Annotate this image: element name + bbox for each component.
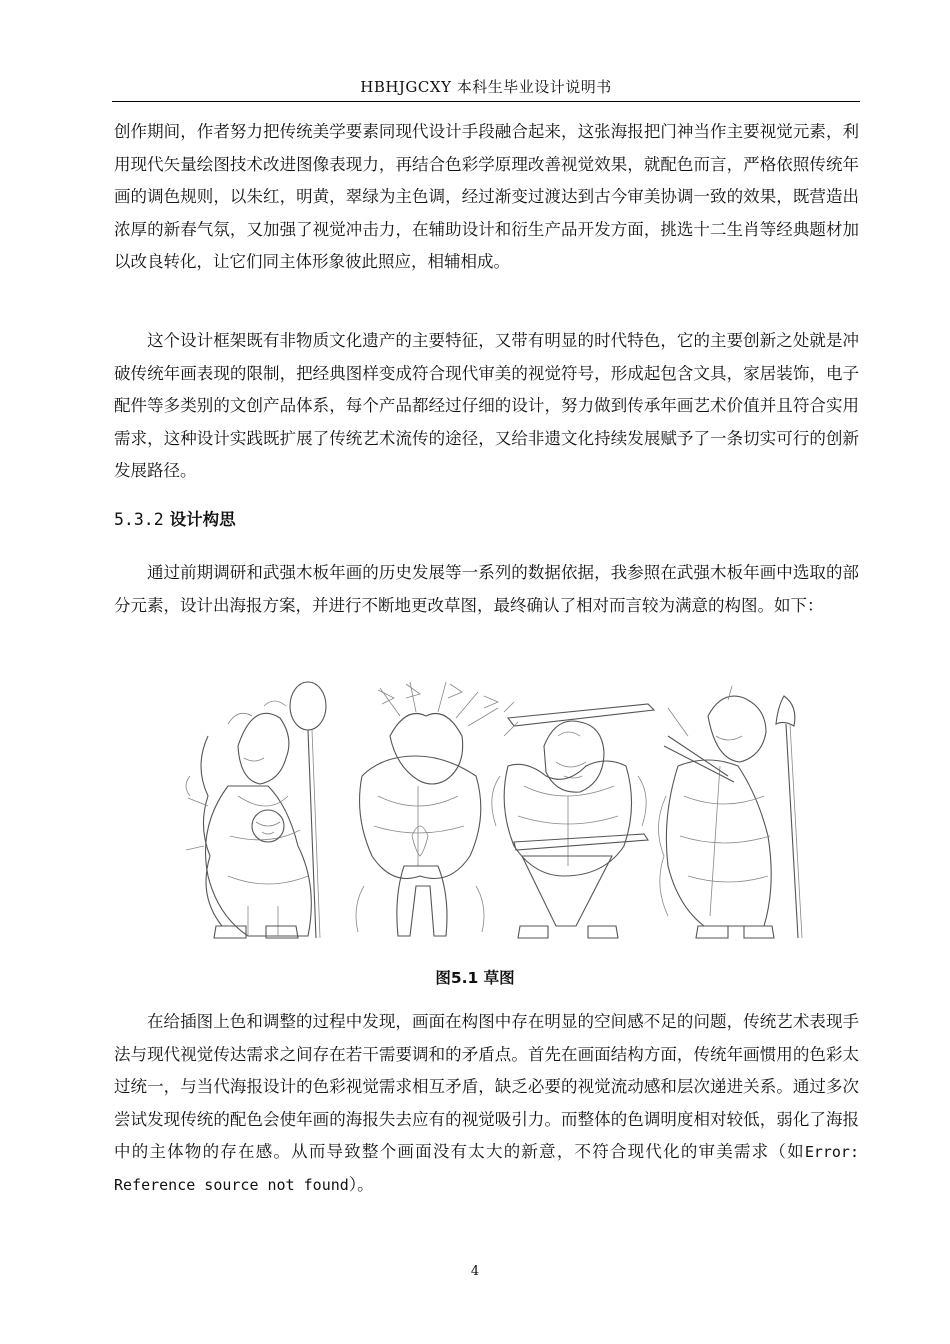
door-god-sketch-1 (186, 682, 326, 938)
sketch-figure (168, 676, 832, 946)
paragraph-4-text: 在给插图上色和调整的过程中发现，画面在构图中存在明显的空间感不足的问题，传统艺术表现手法与现代视觉传达需求之间存在若干需要调和的矛盾点。首先在画面结构方面，传统年画惯用的色彩太过统一，与当代海报设计的色彩视觉需求相互矛盾，缺乏必要的视觉流动感和层次递进关系。通过多次尝试发现传统的配色会使年画的海报失去应有的视觉吸引力。而整体的色调明度相对较低，弱化了海报中的主体物的存在感。从而导致整个画面没有太大的新意，不符合现代化的审美需求（如 (114, 1012, 859, 1161)
header-title: HBHJGCXY 本科生毕业设计说明书 (360, 78, 612, 96)
section-number: 5.3.2 (114, 510, 164, 529)
paragraph-1: 创作期间，作者努力把传统美学要素同现代设计手段融合起来，这张海报把门神当作主要视觉元素，利用现代矢量绘图技术改进图像表现力，再结合色彩学原理改善视觉效果，就配色而言，严格依照传统年画的调色规则，以朱红，明黄，翠绿为主色调，经过渐变过渡达到古今审美协调一致的效果，既营造出浓厚的新春气氛，又加强了视觉冲击力，在辅助设计和衍生产品开发方面，挑选十二生肖等经典题材加以改良转化，让它们同主体形象彼此照应，相辅相成。 (114, 122, 859, 271)
door-god-sketch-4 (658, 686, 802, 938)
broken-reference-link[interactable]: Error: Reference source not found (114, 1143, 859, 1194)
figure-caption: 图5.1 草图 (435, 969, 515, 987)
sketch-illustration (168, 676, 832, 946)
door-god-sketch-3 (492, 702, 654, 938)
section-heading (114, 506, 236, 530)
header-rule (112, 101, 860, 102)
paragraph-4 (114, 1006, 859, 1201)
paragraph-3: 通过前期调研和武强木板年画的历史发展等一系列的数据依据，我参照在武强木板年画中选取的部分元素，设计出海报方案，并进行不断地更改草图，最终确认了相对而言较为满意的构图。如下： (114, 563, 859, 615)
door-god-sketch-2 (356, 682, 498, 936)
paragraph-2: 这个设计框架既有非物质文化遗产的主要特征，又带有明显的时代特色，它的主要创新之处就是冲破传统年画表现的限制，把经典图样变成符合现代审美的视觉符号，形成起包含文具，家居装饰，电子配件等多类别的文创产品体系，每个产品都经过仔细的设计，努力做到传承年画艺术价值并且符合实用需求，这种设计实践既扩展了传统艺术流传的途径，又给非遗文化持续发展赋予了一条切实可行的创新发展路径。 (114, 331, 859, 480)
page-number: 4 (470, 1264, 480, 1279)
section-title: 设计构思 (169, 510, 236, 529)
page-header (112, 76, 860, 97)
paragraph-4-end: ）。 (348, 1174, 374, 1194)
